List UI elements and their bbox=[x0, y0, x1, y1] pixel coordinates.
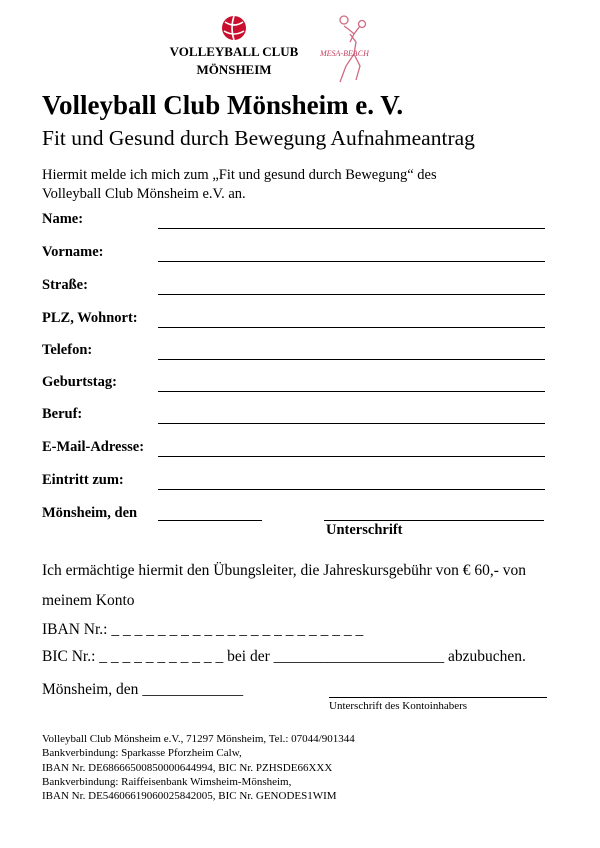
page-subtitle: Fit und Gesund durch Bewegung Aufnahmeantrag bbox=[42, 126, 475, 150]
club-logo-town: MÖNSHEIM bbox=[196, 62, 272, 77]
beach-logo-text: MESA-BEACH bbox=[320, 49, 369, 58]
volleyball-icon bbox=[222, 16, 246, 40]
intro-line-1: Hiermit melde ich mich zum „Fit und gesund durch Bewegung“ des bbox=[42, 167, 437, 183]
signature-date-line[interactable] bbox=[158, 520, 262, 521]
account-signature-row bbox=[42, 681, 243, 699]
field-line-eintritt[interactable] bbox=[158, 489, 545, 490]
field-line-plz-wohnort[interactable] bbox=[158, 327, 545, 328]
signature-label: Unterschrift bbox=[326, 522, 403, 538]
bic-input[interactable]: _ _ _ _ _ _ _ _ _ _ _ bbox=[99, 648, 224, 665]
field-line-geburtstag[interactable] bbox=[158, 391, 545, 392]
field-line-email[interactable] bbox=[158, 456, 545, 457]
field-label-vorname: Vorname: bbox=[42, 244, 104, 260]
account-signature-line[interactable] bbox=[329, 697, 547, 698]
field-line-strasse[interactable] bbox=[158, 294, 545, 295]
field-label-email: E-Mail-Adresse: bbox=[42, 439, 145, 455]
iban-input[interactable]: _ _ _ _ _ _ _ _ _ _ _ _ _ _ _ _ _ _ _ _ _ _ bbox=[111, 621, 364, 638]
footer-iban-1: IBAN Nr. DE68666500850000644994, BIC Nr. PZHSDE66XXX bbox=[42, 761, 333, 774]
account-date-input[interactable]: _____________ bbox=[142, 681, 244, 698]
field-label-eintritt: Eintritt zum: bbox=[42, 472, 124, 488]
field-label-strasse: Straße: bbox=[42, 277, 88, 293]
signature-line[interactable] bbox=[324, 520, 544, 521]
intro-text bbox=[42, 166, 437, 204]
account-place-label: Mönsheim, den bbox=[42, 681, 139, 698]
field-label-geburtstag: Geburtstag: bbox=[42, 374, 117, 390]
club-logo bbox=[169, 12, 299, 84]
iban-label: IBAN Nr.: bbox=[42, 621, 108, 638]
field-label-name: Name: bbox=[42, 211, 84, 227]
account-signature-label: Unterschrift des Kontoinhabers bbox=[329, 700, 468, 712]
bank-input[interactable]: ______________________ bbox=[273, 648, 445, 665]
field-label-plz-wohnort: PLZ, Wohnort: bbox=[42, 310, 138, 326]
footer bbox=[42, 732, 355, 803]
field-line-vorname[interactable] bbox=[158, 261, 545, 262]
signature-place-label: Mönsheim, den bbox=[42, 505, 138, 521]
footer-bank-1: Bankverbindung: Sparkasse Pforzheim Calw, bbox=[42, 747, 242, 760]
field-label-beruf: Beruf: bbox=[42, 406, 83, 422]
mandate-line-1: Ich ermächtige hiermit den Übungsleiter, die Jahreskursgebühr von € 60,- von bbox=[42, 562, 527, 579]
beach-logo bbox=[310, 12, 400, 86]
field-line-beruf[interactable] bbox=[158, 423, 545, 424]
page-title: Volleyball Club Mönsheim e. V. bbox=[42, 90, 404, 120]
field-line-telefon[interactable] bbox=[158, 359, 545, 360]
field-line-name[interactable] bbox=[158, 228, 545, 229]
bank-label: bei der bbox=[227, 648, 270, 665]
field-label-telefon: Telefon: bbox=[42, 342, 93, 358]
mandate-line-2: meinem Konto bbox=[42, 592, 135, 609]
footer-iban-2: IBAN Nr. DE54606619060025842005, BIC Nr. GENODES1WIM bbox=[42, 790, 337, 803]
bic-label: BIC Nr.: bbox=[42, 648, 96, 665]
footer-bank-2: Bankverbindung: Raiffeisenbank Wimsheim-Mönsheim, bbox=[42, 775, 292, 788]
intro-line-2: Volleyball Club Mönsheim e.V. an. bbox=[42, 186, 246, 202]
footer-address: Volleyball Club Mönsheim e.V., 71297 Mönsheim, Tel.: 07044/901344 bbox=[42, 733, 355, 745]
debit-text: abzubuchen. bbox=[448, 648, 526, 665]
club-logo-name: VOLLEYBALL CLUB bbox=[169, 44, 299, 59]
bic-row bbox=[42, 648, 526, 666]
iban-row bbox=[42, 621, 363, 639]
